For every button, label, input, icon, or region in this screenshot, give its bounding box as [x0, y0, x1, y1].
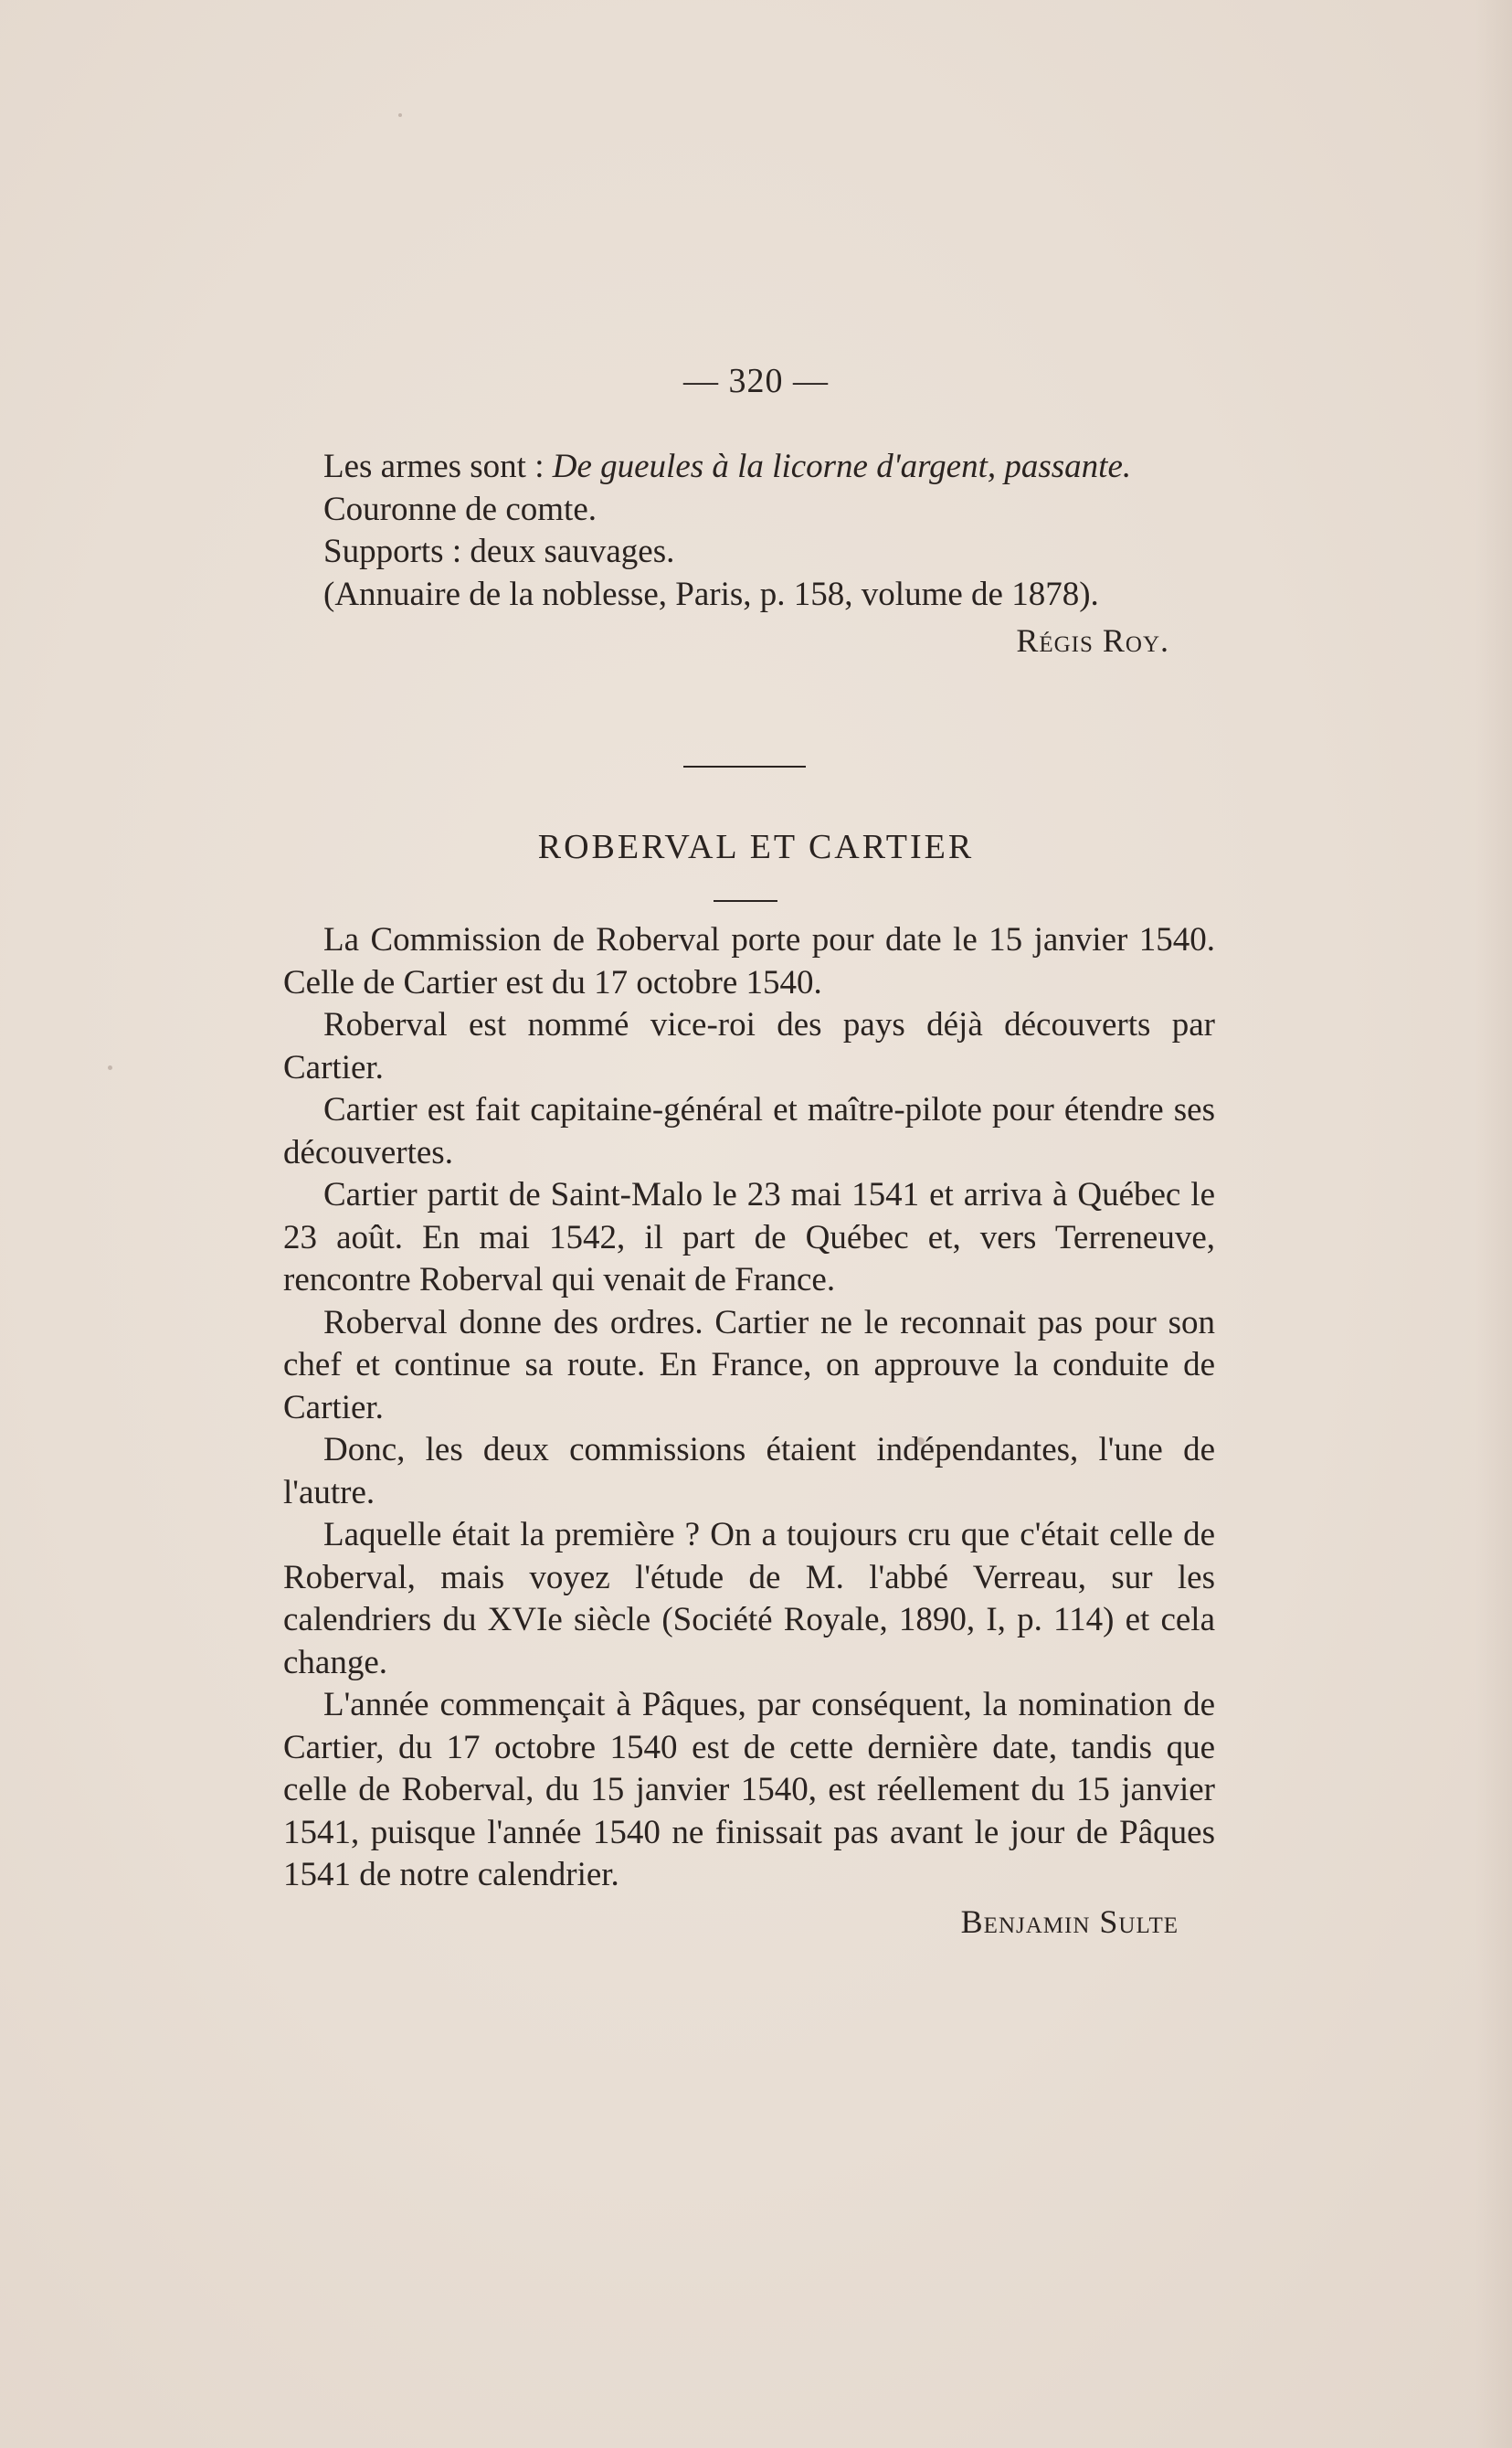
roberval-cartier-section: [283, 919, 1215, 1943]
paragraph-2: Roberval est nommé vice-roi des pays déjà découverts par Cartier.: [283, 1006, 1215, 1086]
paragraph-8: L'année commençait à Pâques, par conséquent, la nomination de Cartier, du 17 octobre 1540 est de cette dernière date, tandis que celle de Roberval, du 15 janvier 1540, est réellement du 15 janvier 1541, puisque l'année 1540 ne finissait pas avant le jour de Pâques 1541 de notre calendrier.: [283, 1686, 1215, 1893]
paragraph-5: Roberval donne des ordres. Cartier ne le reconnait pas pour son chef et continue sa route. En France, on approuve la conduite de Cartier.: [283, 1303, 1215, 1426]
ink-speck: [398, 113, 402, 117]
paragraph-7: Laquelle était la première ? On a toujours cru que c'était celle de Roberval, mais voyez l'étude de M. l'abbé Verreau, sur les calendriers du XVIe siècle (Société Royale, 1890, I, p. 114) et cela change.: [283, 1516, 1215, 1681]
heraldry-section: [283, 446, 1215, 662]
arms-blazon-text: De gueules à la licorne d'argent, passante.: [552, 448, 1132, 485]
source-paragraph: (Annuaire de la noblesse, Paris, p. 158, volume de 1878).: [323, 575, 1099, 613]
signature-regis-roy: Régis Roy.: [1016, 622, 1169, 659]
ink-speck: [916, 1437, 925, 1446]
arms-lead-text: Les armes sont :: [323, 448, 553, 485]
page-number: — 320 —: [683, 362, 829, 400]
section-title: ROBERVAL ET CARTIER: [537, 828, 975, 866]
crown-paragraph: Couronne de comte.: [323, 490, 597, 528]
title-underline-rule: [714, 900, 777, 902]
paragraph-1: La Commission de Roberval porte pour date le 15 janvier 1540. Celle de Cartier est du 17 octobre 1540.: [283, 921, 1215, 1001]
paragraph-6: Donc, les deux commissions étaient indépendantes, l'une de l'autre.: [283, 1431, 1215, 1511]
signature-benjamin-sulte: Benjamin Sulte: [960, 1902, 1179, 1940]
supporters-paragraph: Supports : deux sauvages.: [323, 533, 675, 570]
arms-paragraph: [283, 446, 1215, 489]
ink-speck: [108, 1065, 112, 1070]
paragraph-3: Cartier est fait capitaine-général et maître-pilote pour étendre ses découvertes.: [283, 1091, 1215, 1171]
section-divider-rule: [683, 766, 806, 768]
paragraph-4: Cartier partit de Saint-Malo le 23 mai 1541 et arriva à Québec le 23 août. En mai 1542, il part de Québec et, vers Terreneuve, rencontre Roberval qui venait de France.: [283, 1176, 1215, 1298]
